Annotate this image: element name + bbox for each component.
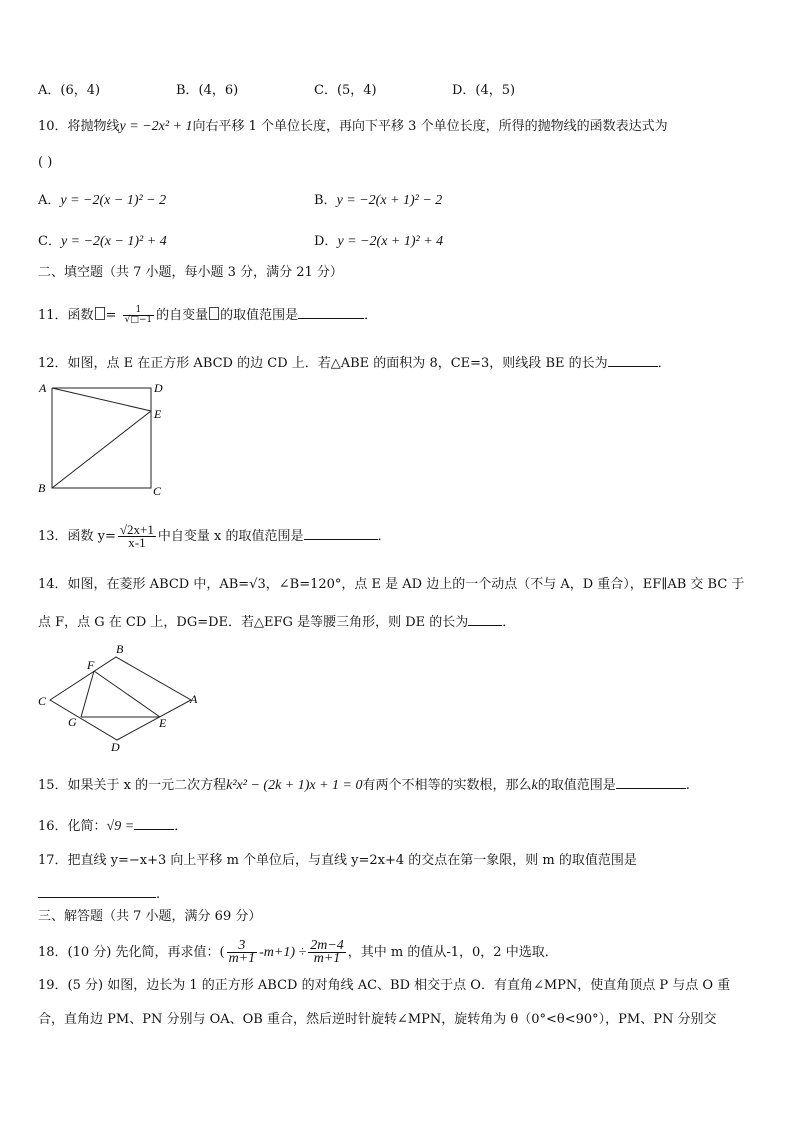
q18-stem: 18．(10 分) 先化简，再求值：( $\frac{3}{m+1}$ -m+1) ÷ $\frac{2m-4}{m+1}$ ，其中 m 的值从-1，0，2 中选取． (38, 938, 558, 966)
label-g: G (68, 715, 77, 729)
label-d: D (154, 381, 163, 395)
q16-answer-blank[interactable] (134, 816, 174, 830)
q12-answer-blank[interactable] (608, 353, 658, 367)
label-e: E (159, 716, 167, 730)
q10-formula: y = −2x² + 1 (119, 119, 193, 134)
label-a: A (190, 692, 198, 706)
label-f: F (87, 658, 95, 672)
q10-choice-c: C．y = −2(x − 1)² + 4 (38, 234, 167, 249)
label-e: E (154, 407, 162, 421)
q9-choice-b: B．(4，6) (176, 83, 239, 98)
q11-stem: 11．函数 = $\frac{1}{√□-1}$ 的自变量 的取值范围是 ． (38, 305, 378, 325)
q9-choice-c: C．(5，4) (314, 83, 377, 98)
q18-fraction-2: $\frac{2m-4}{m+1}$ (310, 938, 344, 966)
missing-glyph-box (95, 307, 105, 320)
q10-stem: 10．将抛物线y = −2x² + 1向右平移 1 个单位长度，再向下平移 3 个单位长度，所得的抛物线的函数表达式为 (38, 119, 668, 134)
label-c: C (153, 484, 162, 498)
q17-stem: 17．把直线 y=−x+3 向上平移 m 个单位后，与直线 y=2x+4 的交点在第一象限，则 m 的取值范围是 (38, 853, 637, 868)
q13-stem: 13．函数 y= $\frac{√2x+1}{x-1}$ 中自变量 x 的取值范围是 ． (38, 522, 391, 550)
q12-stem: 12．如图，点 E 在正方形 ABCD 的边 CD 上．若△ABE 的面积为 8，CE=3，则线段 BE 的长为 ． (38, 353, 671, 373)
q11-fraction: $\frac{1}{√□-1}$ (124, 305, 153, 325)
label-b: B (38, 481, 46, 495)
q13-fraction: $\frac{√2x+1}{x-1}$ (119, 522, 154, 550)
q14-stem-line2: 点 F，点 G 在 CD 上，DG=DE．若△EFG 是等腰三角形，则 DE 的长为 ． (38, 612, 515, 632)
q9-choice-a: A．(6，4) (38, 83, 101, 98)
section-heading-fill-in: 二、填空题（共 7 小题，每小题 3 分，满分 21 分） (38, 265, 343, 280)
q18-fraction-1: $\frac{3}{m+1}$ (228, 938, 256, 966)
q12-square-figure (36, 380, 166, 498)
q13-answer-blank[interactable] (304, 526, 378, 540)
q15-answer-blank[interactable] (616, 775, 686, 789)
q17-answer-line: . (38, 884, 160, 904)
q17-answer-blank[interactable] (38, 884, 156, 898)
q15-stem: 15．如果关于 x 的一元二次方程k²x² − (2k + 1)x + 1 = 0有两个不相等的实数根，那么k的取值范围是 . (38, 775, 690, 795)
label-c: C (38, 694, 47, 708)
q11-answer-blank[interactable] (298, 305, 364, 319)
q9-choice-d: D．(4，5) (452, 83, 516, 98)
q19-stem-line1: 19．(5 分) 如图，边长为 1 的正方形 ABCD 的对角线 AC、BD 相交于点 O．有直角∠MPN，使直角顶点 P 与点 O 重 (38, 978, 731, 993)
label-d: D (111, 740, 120, 754)
q14-answer-blank[interactable] (468, 612, 502, 626)
q19-stem-line2: 合，直角边 PM、PN 分别与 OA、OB 重合，然后逆时针旋转∠MPN，旋转角为 θ（0°<θ<90°），PM、PN 分别交 (38, 1012, 717, 1027)
q10-choice-a: A．y = −2(x − 1)² − 2 (38, 193, 167, 208)
label-b: B (116, 642, 124, 656)
section-heading-solve: 三、解答题（共 7 小题，满分 69 分） (38, 909, 262, 924)
q10-answer-paren: ( ) (38, 155, 53, 170)
q14-rhombus-figure (36, 640, 204, 756)
q10-choice-d: D．y = −2(x + 1)² + 4 (314, 234, 444, 249)
missing-glyph-box (209, 307, 219, 320)
label-a: A (39, 381, 47, 395)
q14-stem-line1: 14．如图，在菱形 ABCD 中，AB=√3，∠B=120°，点 E 是 AD 边上的一个动点（不与 A，D 重合），EF∥AB 交 BC 于 (38, 577, 745, 592)
q16-stem: 16．化简：√9 = ． (38, 816, 187, 836)
q10-choice-b: B．y = −2(x + 1)² − 2 (314, 193, 443, 208)
